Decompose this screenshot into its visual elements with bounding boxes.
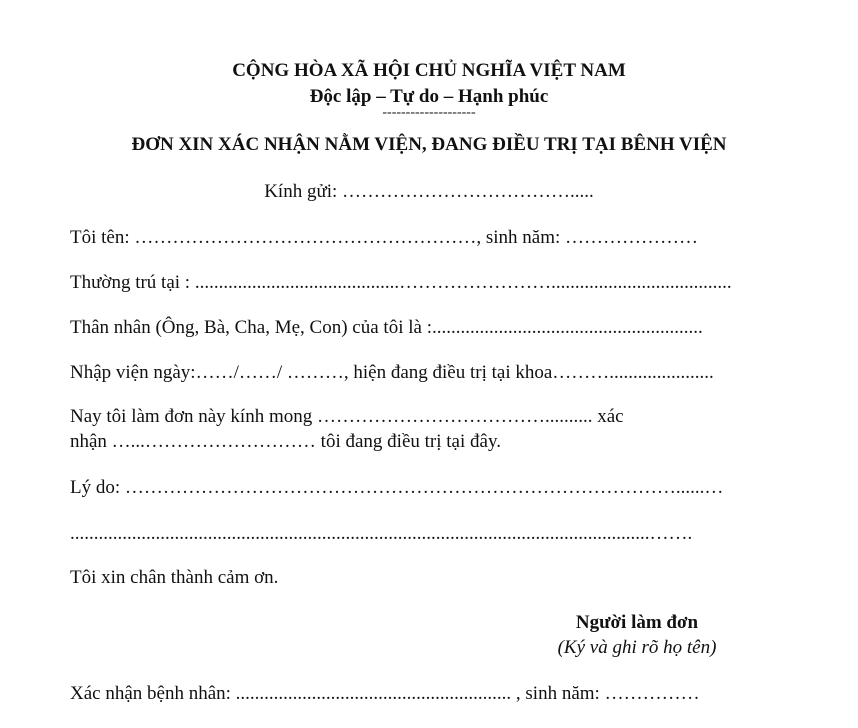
country-heading: CỘNG HÒA XÃ HỘI CHỦ NGHĨA VIỆT NAM [232, 60, 626, 81]
header-separator: -------------------- [382, 105, 476, 120]
request-line-1: Nay tôi làm đơn này kính mong ……………………………….......... xác [70, 406, 624, 427]
residence-line: Thường trú tại : ...........................................……………………...................................... [70, 272, 732, 293]
recipient-line: Kính gửi: ………………………………..... [264, 181, 594, 202]
motto: Độc lập – Tự do – Hạnh phúc [309, 86, 549, 107]
name-line: Tôi tên: ………………………………………………, sinh năm: ………………… [70, 227, 699, 248]
signature-title: Người làm đơn [575, 612, 699, 633]
request-line-2: nhận …...……………………… tôi đang điều trị tại đây. [70, 431, 501, 452]
document-title: ĐƠN XIN XÁC NHẬN NẰM VIỆN, ĐANG ĐIỀU TRỊ TẠI BÊNH VIỆN [131, 134, 727, 155]
signature-note: (Ký và ghi rõ họ tên) [557, 637, 717, 658]
admission-line: Nhập viện ngày:……/……/ ………, hiện đang điều trị tại khoa………...................... [70, 362, 714, 383]
relative-line: Thân nhân (Ông, Bà, Cha, Mẹ, Con) của tôi là :......................................................... [70, 317, 703, 338]
patient-confirm-line: Xác nhận bệnh nhân: .......................................................... , sinh năm: …………… [70, 683, 700, 704]
reason-continuation-line: ..........................................................................................................................……. [70, 523, 693, 544]
thanks-line: Tôi xin chân thành cảm ơn. [70, 567, 279, 588]
reason-line: Lý do: ……………………………………………………………………………......… [70, 477, 724, 498]
